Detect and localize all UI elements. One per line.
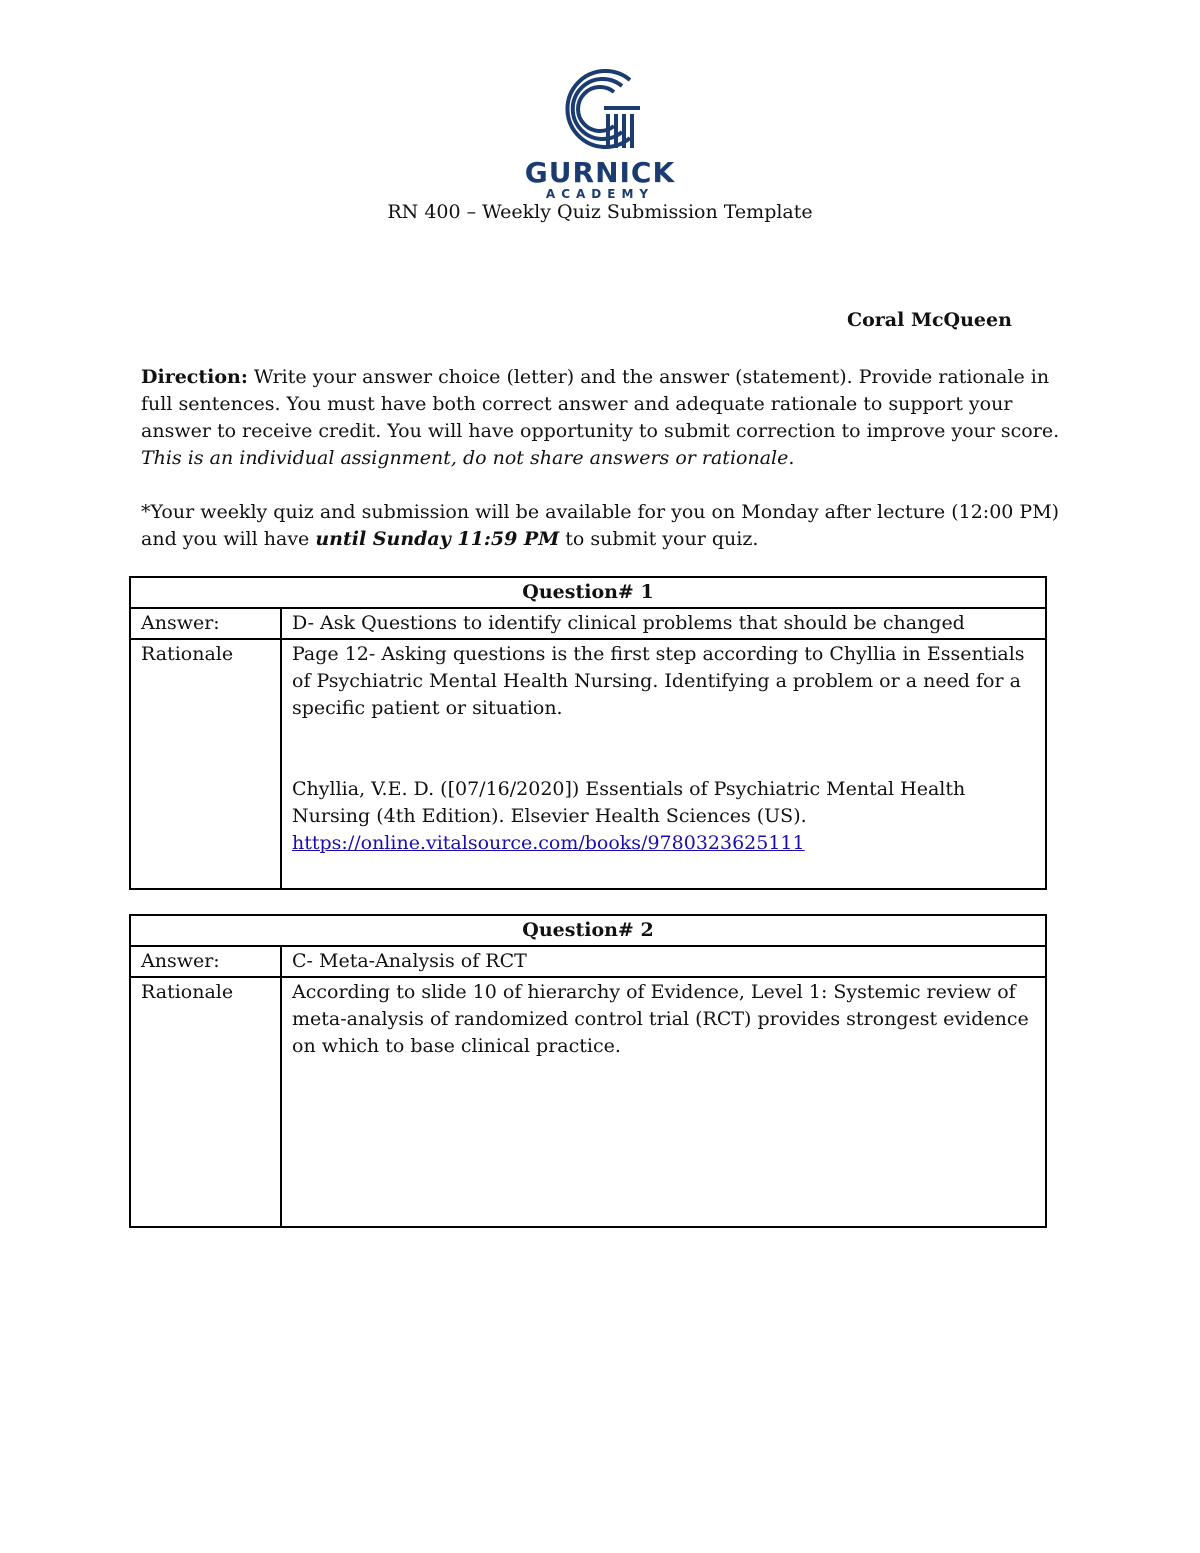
- logo-subtitle: ACADEMY: [545, 187, 655, 201]
- rationale-text: Page 12- Asking questions is the first step according to Chyllia in Essentials of Psychiatric Mental Health Nursing. Identifying a problem or a need for a specific patient or situation.: [292, 643, 1025, 719]
- rationale-label: Rationale: [130, 639, 281, 889]
- question-1-table: [129, 576, 1047, 890]
- direction-text: Write your answer choice (letter) and the answer (statement). Provide rationale in full sentences. You must have both correct answer and adequate rationale to support your answer to receive credit. You will have opportunity to submit correction to improve your score.: [141, 366, 1060, 442]
- rationale-cell: [281, 639, 1046, 889]
- answer-label: Answer:: [130, 946, 281, 977]
- gurnick-academy-logo: [520, 64, 680, 201]
- student-name: Coral McQueen: [847, 309, 1012, 331]
- note-end: to submit your quiz.: [559, 528, 759, 550]
- question-header: Question# 2: [130, 915, 1046, 946]
- answer-value: C- Meta-Analysis of RCT: [281, 946, 1046, 977]
- citation-text: Chyllia, V.E. D. ([07/16/2020]) Essentials of Psychiatric Mental Health Nursing (4th Edition). Elsevier Health Sciences (US).: [292, 778, 966, 827]
- note-text: *Your weekly quiz and submission will be available for you on Monday after lecture (12:00 PM) and you will have: [141, 501, 1060, 550]
- rationale-text: According to slide 10 of hierarchy of Evidence, Level 1: Systemic review of meta-analysis of randomized control trial (RCT) provides strongest evidence on which to base clinical practice.: [292, 981, 1029, 1057]
- answer-label: Answer:: [130, 608, 281, 639]
- answer-value: D- Ask Questions to identify clinical problems that should be changed: [281, 608, 1046, 639]
- rationale-label: Rationale: [130, 977, 281, 1227]
- note-deadline: until Sunday 11:59 PM: [315, 528, 560, 550]
- direction-label: Direction:: [141, 366, 248, 388]
- direction-end: .: [788, 447, 795, 469]
- logo-wordmark: GURNICK: [524, 156, 676, 189]
- page-title: RN 400 – Weekly Quiz Submission Template: [387, 201, 813, 223]
- availability-note: [141, 499, 1071, 553]
- rationale-cell: [281, 977, 1046, 1227]
- question-2-table: [129, 914, 1047, 1228]
- direction-paragraph: [141, 364, 1071, 472]
- direction-italic: This is an individual assignment, do not share answers or rationale: [141, 447, 789, 469]
- question-header: Question# 1: [130, 577, 1046, 608]
- citation-link[interactable]: https://online.vitalsource.com/books/9780323625111: [292, 832, 805, 854]
- gurnick-g-emblem-icon: [556, 64, 644, 154]
